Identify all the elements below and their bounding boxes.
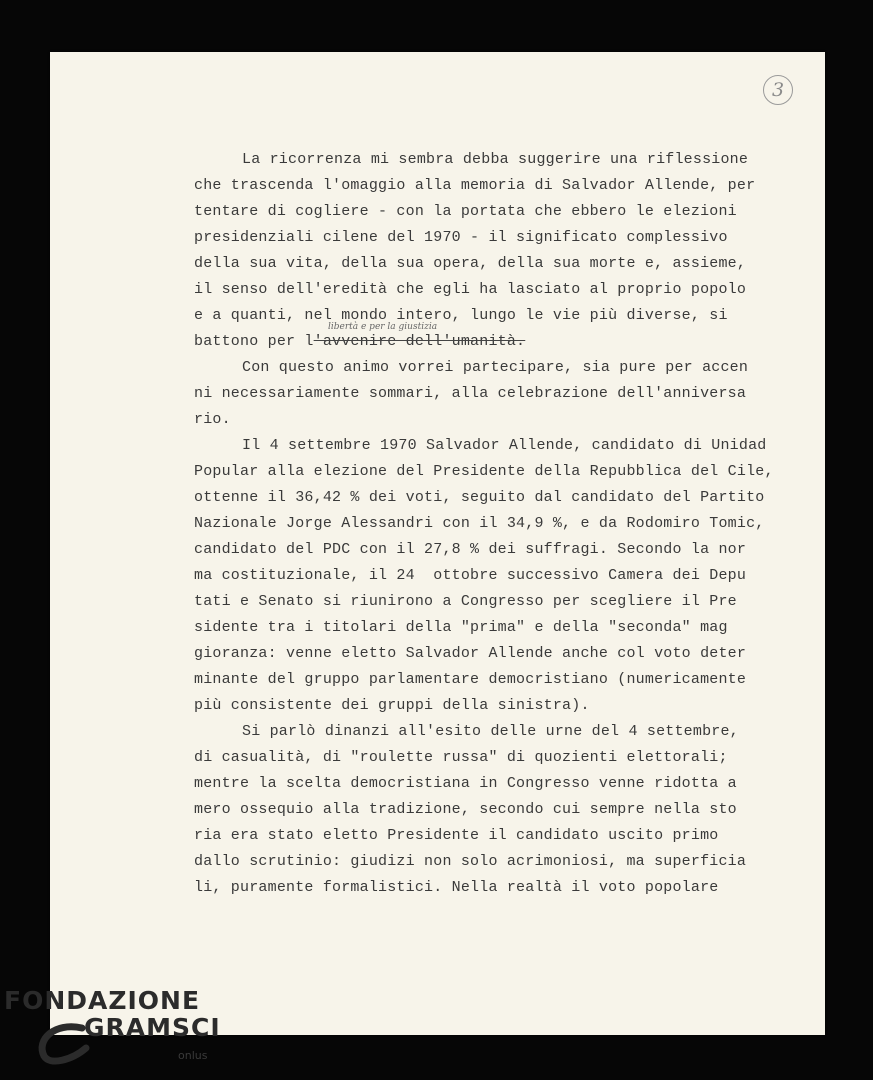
typed-text-block: [194, 147, 804, 901]
text-line: sidente tra i titolari della "prima" e della "seconda" mag: [194, 619, 728, 636]
text-line: dallo scrutinio: giudizi non solo acrimoniosi, ma superficia: [194, 853, 747, 870]
text-line: [194, 329, 804, 355]
text-line: della sua vita, della sua opera, della sua morte e, assieme,: [194, 255, 747, 272]
text-line: Popular alla elezione del Presidente della Repubblica del Cile,: [194, 463, 774, 480]
text-line: di casualità, di "roulette russa" di quozienti elettorali;: [194, 749, 728, 766]
text-line: Nazionale Jorge Alessandri con il 34,9 %, e da Rodomiro Tomic,: [194, 515, 765, 532]
text-line: Si parlò dinanzi all'esito delle urne del 4 settembre,: [242, 723, 739, 740]
text-line: tati e Senato si riunirono a Congresso per scegliere il Pre: [194, 593, 737, 610]
struck-text: 'avvenire dell'umanità.: [313, 333, 526, 350]
watermark-subtitle: GRAMSCI: [84, 1013, 221, 1042]
text-line: che trascenda l'omaggio alla memoria di Salvador Allende, per: [194, 177, 756, 194]
text-line: minante del gruppo parlamentare democristiano (numericamente: [194, 671, 747, 688]
text-line: più consistente dei gruppi della sinistra).: [194, 697, 590, 714]
text-line: mero ossequio alla tradizione, secondo cui sempre nella sto: [194, 801, 737, 818]
text-line: ni necessariamente sommari, alla celebrazione dell'anniversa: [194, 385, 747, 402]
text-line: ria era stato eletto Presidente il candidato uscito primo: [194, 827, 719, 844]
text-fragment: battono per l: [194, 333, 314, 350]
text-line: rio.: [194, 411, 231, 428]
text-line: il senso dell'eredità che egli ha lasciato al proprio popolo: [194, 281, 747, 298]
text-line: e a quanti, nel mondo intero, lungo le vie più diverse, si: [194, 307, 728, 324]
text-line: candidato del PDC con il 27,8 % dei suffragi. Secondo la nor: [194, 541, 747, 558]
text-line: Il 4 settembre 1970 Salvador Allende, candidato di Unidad: [242, 437, 767, 454]
text-line: La ricorrenza mi sembra debba suggerire una riflessione: [242, 151, 749, 168]
text-line: presidenziali cilene del 1970 - il significato complessivo: [194, 229, 728, 246]
text-line: mentre la scelta democristiana in Congresso venne ridotta a: [194, 775, 737, 792]
text-line: li, puramente formalistici. Nella realtà il voto popolare: [194, 879, 719, 896]
watermark-logo: [4, 986, 244, 1080]
text-line: tentare di cogliere - con la portata che ebbero le elezioni: [194, 203, 737, 220]
watermark-title: FONDAZIONE: [4, 986, 201, 1015]
text-line: ottenne il 36,42 % dei voti, seguito dal candidato del Partito: [194, 489, 765, 506]
text-line: Con questo animo vorrei partecipare, sia pure per accen: [242, 359, 749, 376]
page-number: 3: [763, 75, 793, 105]
text-line: ma costituzionale, il 24 ottobre successivo Camera dei Depu: [194, 567, 747, 584]
watermark-onlus: onlus: [178, 1049, 208, 1062]
handwritten-annotation: libertà e per la giustizia: [328, 322, 438, 332]
text-line: gioranza: venne eletto Salvador Allende anche col voto deter: [194, 645, 747, 662]
